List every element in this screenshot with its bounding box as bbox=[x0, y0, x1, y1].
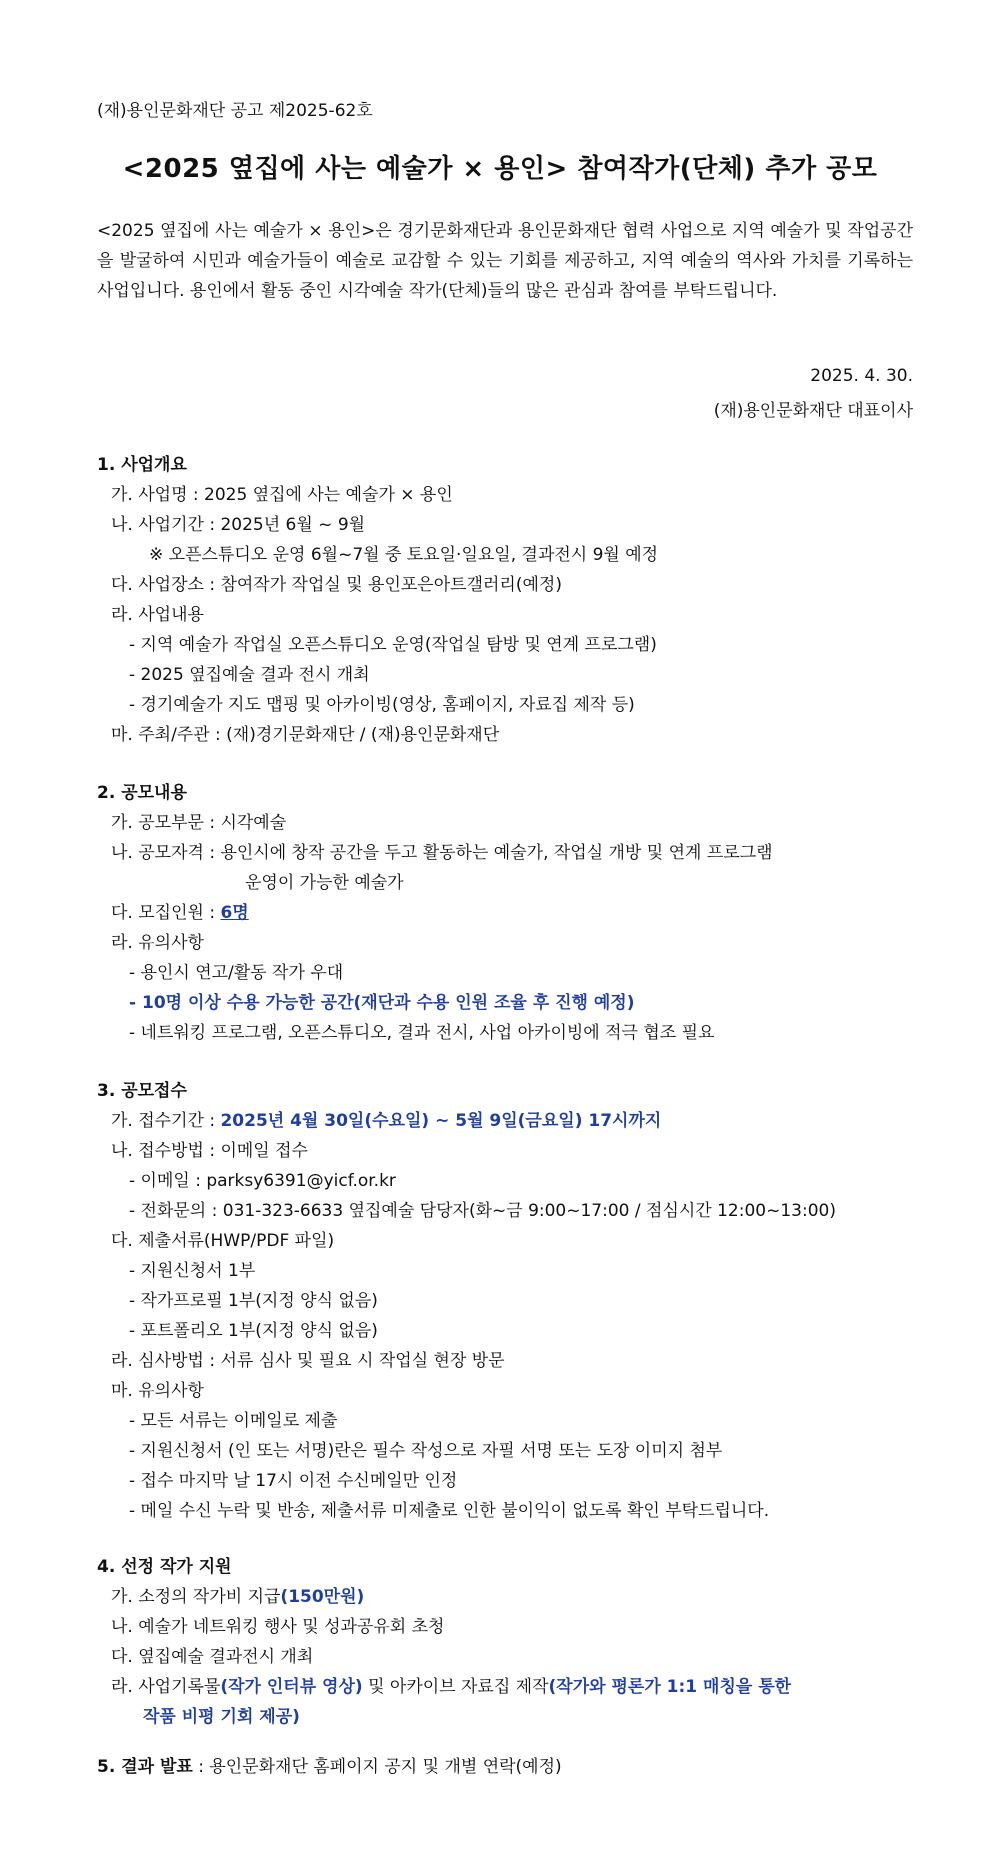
highlight-text: (작가 인터뷰 영상) bbox=[220, 1677, 363, 1697]
list-item bbox=[97, 1752, 917, 1782]
application-period: 2025년 4월 30일(수요일) ~ 5월 9일(금요일) 17시까지 bbox=[220, 1111, 662, 1131]
highlight-text: 10명 이상 수용 가능한 공간(재단과 수용 인원 조율 후 진행 예정) bbox=[141, 993, 635, 1013]
sub-list-item: - 포트폴리오 1부(지정 양식 없음) bbox=[129, 1321, 378, 1341]
list-item: 다. 제출서류(HWP/PDF 파일) bbox=[111, 1231, 335, 1251]
section-support bbox=[97, 1552, 917, 1732]
sub-list-item: - 지원신청서 (인 또는 서명)란은 필수 작성으로 자필 서명 또는 도장 이미지 첨부 bbox=[129, 1441, 723, 1461]
list-item: 나. 접수방법 : 이메일 접수 bbox=[111, 1141, 308, 1161]
item-label: 및 아카이브 자료집 제작 bbox=[362, 1677, 549, 1697]
issue-date: 2025. 4. 30. bbox=[810, 366, 913, 386]
sub-list-item: - 지역 예술가 작업실 오픈스튜디오 운영(작업실 탐방 및 연계 프로그램) bbox=[129, 635, 657, 655]
phone-item: - 전화문의 : 031-323-6633 옆집예술 담당자(화~금 9:00~17:00 / 점심시간 12:00~13:00) bbox=[129, 1201, 836, 1221]
section-recruitment bbox=[97, 778, 917, 1048]
section-heading: 1. 사업개요 bbox=[97, 455, 187, 475]
intro-paragraph: <2025 옆집에 사는 예술가 × 용인>은 경기문화재단과 용인문화재단 협력 사업으로 지역 예술가 및 작업공간을 발굴하여 시민과 예술가들이 예술로 교감할 수 있는 기회를 제공하고, 지역 예술의 역사와 가치를 기록하는 사업입니다. 용인에서 활동 중인 시각예술 작가(단체)들의 많은 관심과 참여를 부탁드립니다. bbox=[97, 221, 913, 301]
list-item: 가. 사업명 : 2025 옆집에 사는 예술가 × 용인 bbox=[111, 485, 453, 505]
item-label: 다. 모집인원 : bbox=[111, 903, 221, 923]
sub-list-item: - 용인시 연고/활동 작가 우대 bbox=[129, 963, 344, 983]
email-item: - 이메일 : parksy6391@yicf.or.kr bbox=[129, 1171, 396, 1191]
list-item: 라. 사업내용 bbox=[111, 605, 204, 625]
item-text: : 용인문화재단 홈페이지 공지 및 개별 연락(예정) bbox=[192, 1757, 562, 1777]
highlight-text: (150만원) bbox=[280, 1587, 365, 1607]
list-item: 라. 유의사항 bbox=[111, 933, 204, 953]
sub-list-item: - 모든 서류는 이메일로 제출 bbox=[129, 1411, 338, 1431]
sub-list-item: - 메일 수신 누락 및 반송, 제출서류 미제출로 인한 불이익이 없도록 확인 부탁드립니다. bbox=[129, 1501, 770, 1521]
highlight-text: (작가와 평론가 1:1 매칭을 통한 bbox=[548, 1677, 792, 1697]
list-item: 나. 예술가 네트워킹 행사 및 성과공유회 초청 bbox=[111, 1617, 445, 1637]
item-label: 가. 접수기간 : bbox=[111, 1111, 221, 1131]
item-label: 라. 사업기록물 bbox=[111, 1677, 221, 1697]
sub-list-item: - 접수 마지막 날 17시 이전 수신메일만 인정 bbox=[129, 1471, 458, 1491]
sub-list-item: - 경기예술가 지도 맵핑 및 아카이빙(영상, 홈페이지, 자료집 제작 등) bbox=[129, 695, 635, 715]
sub-list-item: - 2025 옆집예술 결과 전시 개최 bbox=[129, 665, 370, 685]
section-heading: 2. 공모내용 bbox=[97, 783, 187, 803]
list-item bbox=[97, 1672, 917, 1702]
section-heading: 5. 결과 발표 bbox=[97, 1757, 193, 1777]
list-item: 다. 사업장소 : 참여작가 작업실 및 용인포은아트갤러리(예정) bbox=[111, 575, 562, 595]
list-item: 마. 주최/주관 : (재)경기문화재단 / (재)용인문화재단 bbox=[111, 725, 500, 745]
item-label: 가. 소정의 작가비 지급 bbox=[111, 1587, 281, 1607]
recruit-count: 6명 bbox=[220, 903, 249, 923]
list-item-continuation: 운영이 가능한 예술가 bbox=[245, 873, 404, 893]
list-item: 나. 사업기간 : 2025년 6월 ~ 9월 bbox=[111, 515, 366, 535]
list-item bbox=[97, 1582, 917, 1612]
list-item: 가. 공모부문 : 시각예술 bbox=[111, 813, 287, 833]
list-item: 라. 심사방법 : 서류 심사 및 필요 시 작업실 현장 방문 bbox=[111, 1351, 505, 1371]
item-dash: - bbox=[129, 993, 142, 1013]
list-item-continuation bbox=[97, 1702, 917, 1732]
signer: (재)용인문화재단 대표이사 bbox=[713, 401, 913, 421]
sub-list-item: - 지원신청서 1부 bbox=[129, 1261, 256, 1281]
section-heading: 4. 선정 작가 지원 bbox=[97, 1557, 232, 1577]
list-item: 나. 공모자격 : 용인시에 창작 공간을 두고 활동하는 예술가, 작업실 개방 및 연계 프로그램 bbox=[111, 843, 773, 863]
list-item: 다. 옆집예술 결과전시 개최 bbox=[111, 1647, 314, 1667]
sub-list-item: - 작가프로필 1부(지정 양식 없음) bbox=[129, 1291, 378, 1311]
list-item bbox=[97, 1106, 917, 1136]
sub-list-item bbox=[97, 988, 917, 1018]
section-heading: 3. 공모접수 bbox=[97, 1081, 187, 1101]
section-application bbox=[97, 1076, 917, 1526]
section-results bbox=[97, 1752, 917, 1782]
list-item bbox=[97, 898, 917, 928]
highlight-text: 작품 비평 기회 제공) bbox=[143, 1707, 300, 1727]
notice-number: (재)용인문화재단 공고 제2025-62호 bbox=[97, 101, 373, 121]
document-title: <2025 옆집에 사는 예술가 × 용인> 참여작가(단체) 추가 공모 bbox=[122, 154, 878, 184]
list-item: 마. 유의사항 bbox=[111, 1381, 204, 1401]
note-item: ※ 오픈스튜디오 운영 6월~7월 중 토요일·일요일, 결과전시 9월 예정 bbox=[149, 545, 659, 565]
sub-list-item: - 네트워킹 프로그램, 오픈스튜디오, 결과 전시, 사업 아카이빙에 적극 협조 필요 bbox=[129, 1023, 715, 1043]
section-overview bbox=[97, 450, 917, 750]
